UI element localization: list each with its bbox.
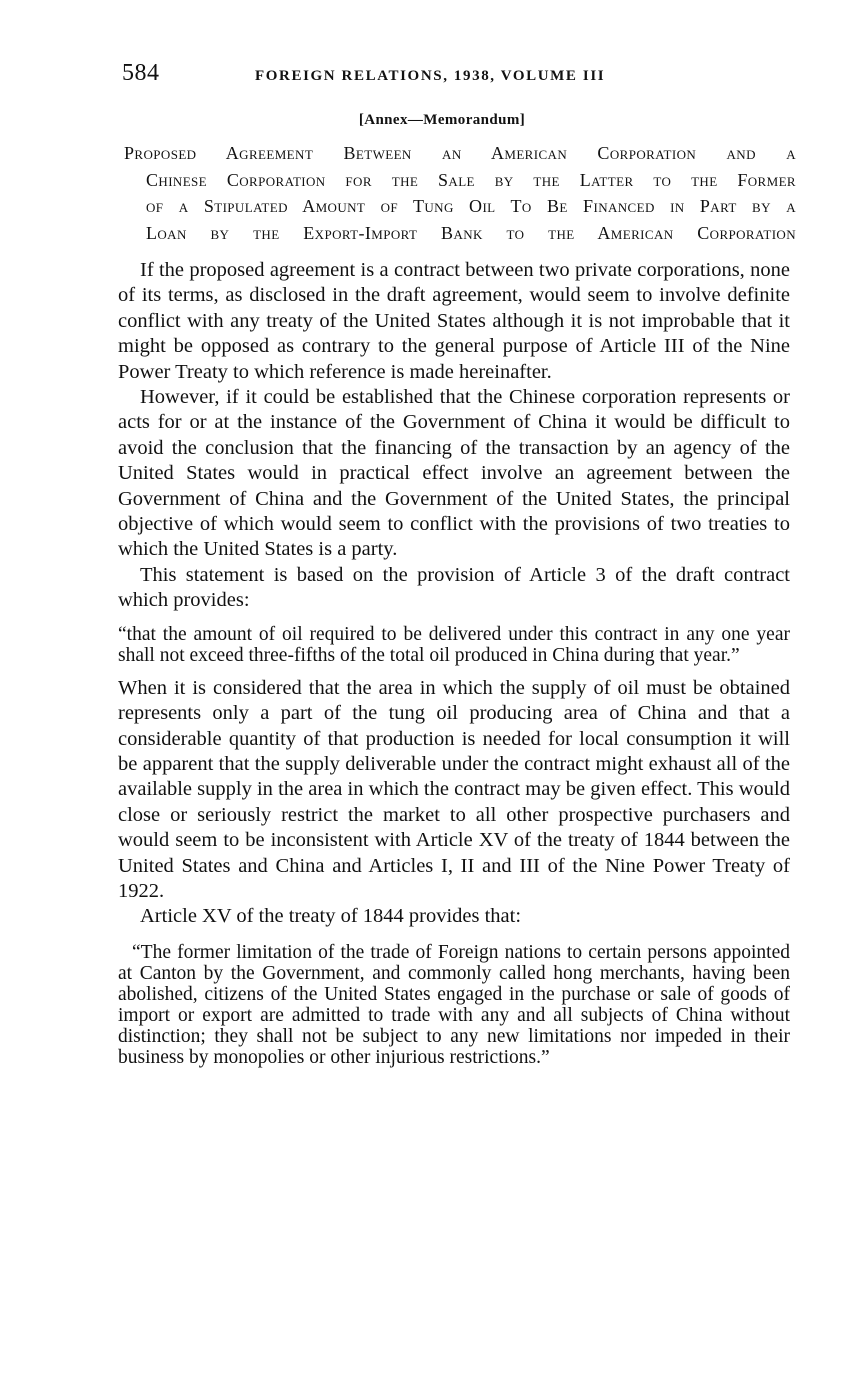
paragraph-article-xv-intro: Article XV of the treaty of 1844 provides that: — [140, 905, 522, 928]
running-title: FOREIGN RELATIONS, 1938, VOLUME III — [255, 68, 606, 84]
title-line: Chinese Corporation for the Sale by the Latter to the Former — [146, 169, 796, 190]
quote-article-xv: “The former limitation of the trade of Foreign nations to certain persons appointed at Canton by the Government, and commonly called hong merchants, having been abolished, citizens of the United States engaged in the purchase or sale of goods of import or export are admitted to trade with any and all subjects of China without distinction; they shall not be subject to any new limitations nor impeded in their business by monopolies or other injurious restrictions.” — [118, 941, 790, 1068]
paragraph-article-3: This statement is based on the provision of Article 3 of the draft contract which provides: — [118, 563, 790, 612]
paragraph-supply-area: When it is considered that the area in which the supply of oil must be obtained represents only a part of the tung oil producing area of China and that a considerable quantity of that production is needed for local consumption it will be apparent that the supply deliverable under the contract might exhaust all of the available supply in the area in which the contract may be given effect. This would close or seriously restrict the market to all other prospective purchasers and would seem to be inconsistent with Article XV of the treaty of 1844 between the United States and China and Articles I, II and III of the Nine Power Treaty of 1922. — [118, 676, 790, 902]
paragraph-private-corporations: If the proposed agreement is a contract between two private corporations, none of its terms, as disclosed in the draft agreement, would seem to involve definite conflict with any treaty of the United States although it is not improbable that it might be opposed as contrary to the general purpose of Article III of the Nine Power Treaty to which reference is made hereinafter. — [118, 259, 790, 383]
memorandum-title — [124, 140, 796, 246]
paragraph-government-of-china: However, if it could be established that the Chinese corporation represents or acts for or at the instance of the Government of China it would be difficult to avoid the conclusion that the financing of the transaction by an agency of the United States would in practical effect involve an agreement between the Government of China and the Government of the United States, the principal objective of which would seem to conflict with the provisions of two treaties to which the United States is a party. — [118, 386, 790, 561]
page-number: 584 — [122, 60, 160, 86]
annex-label: [Annex—Memorandum] — [358, 112, 526, 128]
title-line: of a Stipulated Amount of Tung Oil To Be Financed in Part by a — [146, 196, 796, 216]
quote-article-3: “that the amount of oil required to be delivered under this contract in any one year shall not exceed three-fifths of the total oil produced in China during that year.” — [118, 623, 790, 666]
memorandum-body — [118, 258, 790, 1078]
title-line: Loan by the Export-Import Bank to the American Corporation — [146, 222, 796, 243]
title-line: Proposed Agreement Between an American Corporation and a — [124, 143, 796, 163]
